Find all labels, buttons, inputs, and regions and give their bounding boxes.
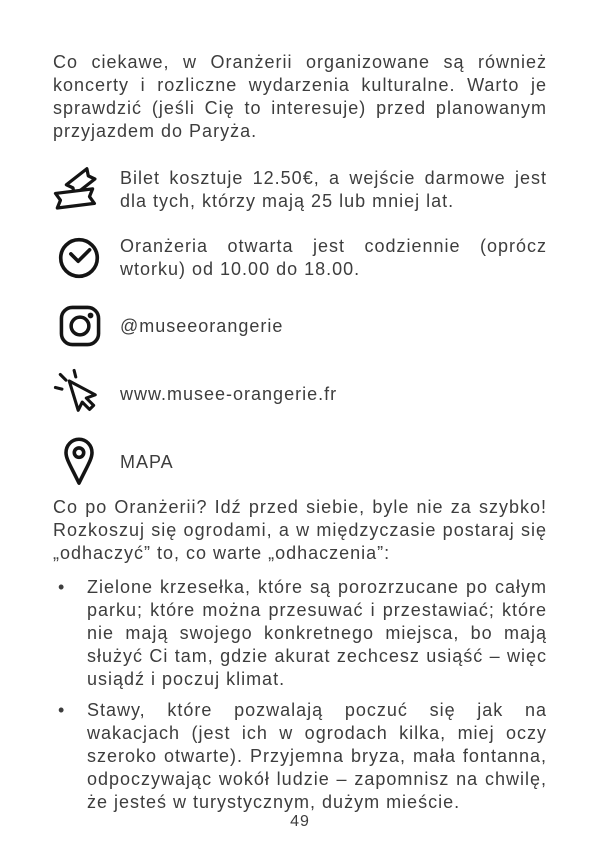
icon-cell (53, 232, 120, 284)
icon-cell (53, 368, 120, 420)
instagram-handle[interactable]: @museeorangerie (120, 315, 284, 336)
list-item (53, 699, 547, 814)
clock-icon (53, 232, 105, 284)
info-row-ticket (53, 156, 547, 224)
icon-cell (53, 299, 120, 353)
intro-paragraph: Co ciekawe, w Oranżerii organizowane są również koncerty i rozliczne wydarzenia kulturalne. Warto je sprawdzić (jeśli Cię to interesuje) przed planowanym przyjazdem do Paryża. (53, 52, 547, 141)
info-row-instagram (53, 292, 547, 360)
instagram-icon (53, 299, 107, 353)
info-row-map (53, 428, 547, 496)
outro-paragraph: Co po Oranżerii? Idź przed siebie, byle nie za szybko! Rozkoszuj się ogrodami, a w międzyczasie postaraj się „odhaczyć” to, co warte „odhaczenia”: (53, 497, 547, 563)
list-item (53, 576, 547, 691)
bullet-marker: • (58, 700, 66, 720)
list-item-text: Stawy, które pozwalają poczuć się jak na wakacjach (jest ich w ogrodach kilka, miej oczy szeroko otwarte). Przyjemna bryza, mała fontanna, odpoczywając wokół ludzie – zapomnisz na chwilę, że jesteś w turystycznym, dużym mieście. (87, 700, 547, 812)
map-link[interactable]: MAPA (120, 451, 174, 472)
map-pin-icon (53, 433, 105, 491)
icon-cell (53, 164, 120, 216)
info-row-hours (53, 224, 547, 292)
bullet-marker: • (58, 577, 66, 597)
hours-info-text: Oranżeria otwarta jest codziennie (oprócz wtorku) od 10.00 do 18.00. (120, 236, 547, 279)
cursor-click-icon (53, 368, 105, 420)
ticket-info-text: Bilet kosztuje 12.50€, a wejście darmowe jest dla tych, którzy mają 25 lub mniej lat. (120, 168, 547, 211)
sights-checklist (53, 576, 547, 814)
list-item-text: Zielone krzesełka, które są porozrzucane po całym parku; które można przesuwać i przestawiać; które nie mają swojego konkretnego miejsca, bo mają służyć Ci tam, gdzie akurat zechcesz usiąść – więc usiądź i poczuj klimat. (87, 577, 547, 689)
tickets-icon (53, 164, 105, 216)
info-row-website (53, 360, 547, 428)
page-number: 49 (290, 813, 310, 830)
icon-cell (53, 433, 120, 491)
website-url[interactable]: www.musee-orangerie.fr (120, 383, 338, 404)
